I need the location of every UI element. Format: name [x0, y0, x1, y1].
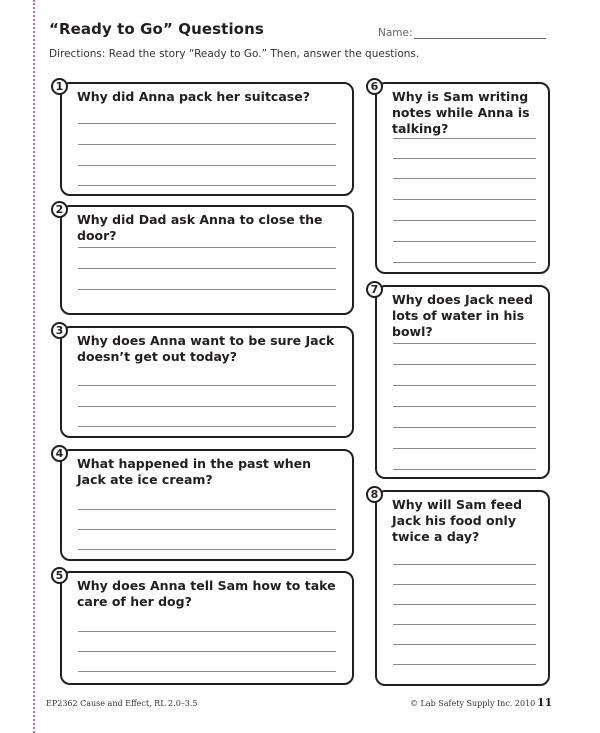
answer-line[interactable] — [393, 624, 536, 625]
answer-line[interactable] — [78, 529, 336, 530]
answer-line[interactable] — [78, 406, 336, 407]
name-label: Name: — [378, 27, 413, 39]
answer-line[interactable] — [393, 427, 536, 428]
question-box-8 — [370, 488, 550, 686]
answer-line[interactable] — [393, 644, 536, 645]
answer-line[interactable] — [393, 343, 536, 344]
answer-line[interactable] — [78, 385, 336, 386]
question-number-6: 6 — [366, 78, 383, 95]
question-number-4: 4 — [51, 445, 68, 462]
answer-line[interactable] — [393, 220, 536, 221]
answer-line[interactable] — [78, 671, 336, 672]
answer-line[interactable] — [78, 165, 336, 166]
question-number-2: 2 — [51, 201, 68, 218]
answer-line[interactable] — [393, 406, 536, 407]
answer-line[interactable] — [393, 138, 536, 139]
question-number-7: 7 — [366, 281, 383, 298]
directions-text: Directions: Read the story “Ready to Go.” Then, answer the questions. — [49, 48, 420, 60]
answer-line[interactable] — [393, 604, 536, 605]
answer-line[interactable] — [393, 364, 536, 365]
answer-line[interactable] — [78, 144, 336, 145]
question-box-2 — [55, 203, 354, 315]
answer-line[interactable] — [393, 385, 536, 386]
question-text-4: What happened in the past when Jack ate ice cream? — [77, 456, 312, 487]
question-box-4 — [55, 447, 354, 561]
question-text-7: Why does Jack need lots of water in his bowl? — [392, 292, 533, 339]
page-title: “Ready to Go” Questions — [49, 20, 264, 38]
answer-line[interactable] — [78, 509, 336, 510]
answer-line[interactable] — [393, 469, 536, 470]
answer-line[interactable] — [78, 426, 336, 427]
footer-product-code: EP2362 Cause and Effect, RL 2.0–3.5 — [46, 699, 198, 708]
answer-line[interactable] — [393, 158, 536, 159]
margin-dotted-line — [33, 0, 35, 733]
answer-line[interactable] — [78, 631, 336, 632]
question-text-2: Why did Dad ask Anna to close the door? — [77, 212, 323, 243]
question-text-8: Why will Sam feed Jack his food only twice a day? — [392, 497, 523, 544]
answer-line[interactable] — [78, 289, 336, 290]
answer-line[interactable] — [393, 564, 536, 565]
answer-line[interactable] — [78, 185, 336, 186]
question-number-8: 8 — [366, 486, 383, 503]
answer-line[interactable] — [393, 178, 536, 179]
answer-line[interactable] — [393, 199, 536, 200]
question-box-1 — [55, 80, 354, 196]
question-number-1: 1 — [51, 78, 68, 95]
question-box-3 — [55, 324, 354, 438]
answer-line[interactable] — [78, 268, 336, 269]
question-box-6 — [370, 80, 550, 274]
question-box-5 — [55, 569, 354, 685]
footer-copyright: © Lab Safety Supply Inc. 2010 — [410, 699, 536, 708]
question-number-3: 3 — [51, 322, 68, 339]
question-text-6: Why is Sam writing notes while Anna is talking? — [392, 89, 530, 136]
answer-line[interactable] — [393, 584, 536, 585]
question-text-1: Why did Anna pack her suitcase? — [77, 89, 310, 104]
question-number-5: 5 — [51, 567, 68, 584]
answer-line[interactable] — [393, 448, 536, 449]
answer-line[interactable] — [78, 651, 336, 652]
question-box-7 — [370, 283, 550, 479]
question-text-3: Why does Anna want to be sure Jack doesn’t get out today? — [77, 333, 335, 364]
answer-line[interactable] — [393, 664, 536, 665]
answer-line[interactable] — [78, 123, 336, 124]
answer-line[interactable] — [78, 549, 336, 550]
answer-line[interactable] — [78, 247, 336, 248]
answer-line[interactable] — [393, 262, 536, 263]
page-number: 11 — [537, 696, 553, 709]
name-field[interactable] — [414, 38, 546, 39]
question-text-5: Why does Anna tell Sam how to take care of her dog? — [77, 578, 336, 609]
answer-line[interactable] — [393, 241, 536, 242]
